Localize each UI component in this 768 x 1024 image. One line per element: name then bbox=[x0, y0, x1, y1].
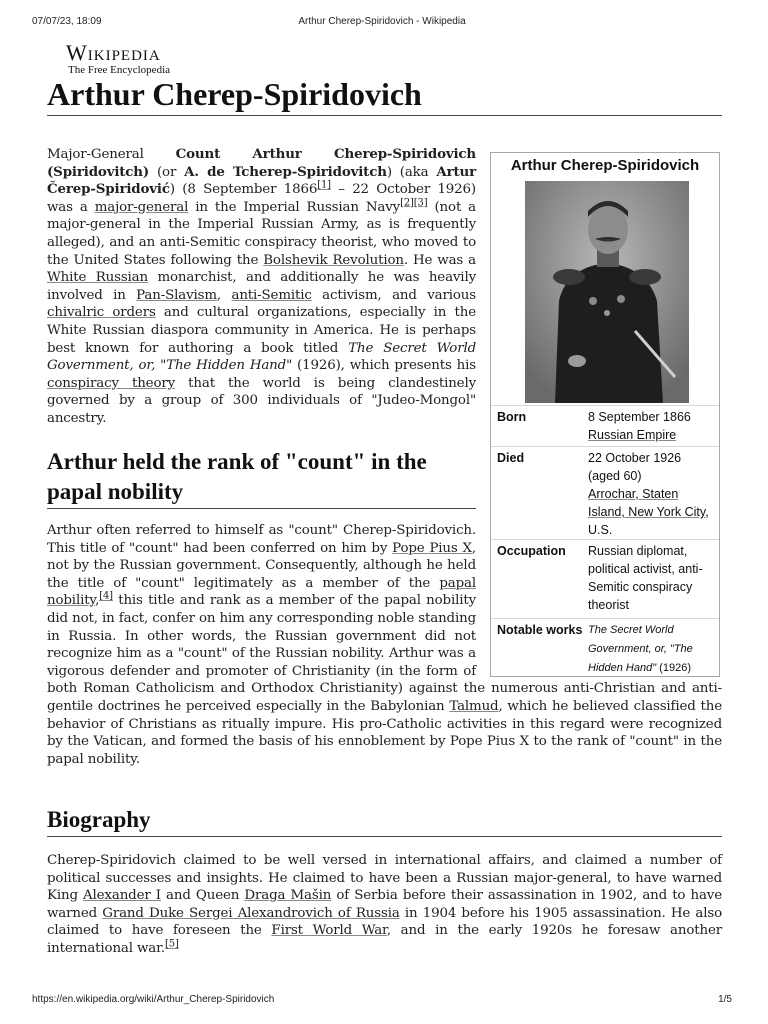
link-white-russian[interactable]: White Russian bbox=[47, 270, 148, 286]
link-chivalric-orders[interactable]: chivalric orders bbox=[47, 305, 156, 321]
text: Arthur often referred to himself as "count" Cherep-Spiridovich. This title of "count" had been conferred on him by bbox=[47, 523, 476, 556]
biography-paragraph bbox=[47, 852, 722, 958]
text: and cultural organizations, especially in the White Russian diaspora community in America. He is perhaps best known for authoring a book titled bbox=[47, 305, 476, 356]
print-header bbox=[32, 16, 732, 30]
text: Cherep-Spiridovich claimed to be well versed in international affairs, and claimed a number of political successes and insights. He claimed to have been a Russian major-general, to have warned King bbox=[47, 853, 722, 904]
print-url: https://en.wikipedia.org/wiki/Arthur_Cherep-Spiridovich bbox=[32, 994, 275, 1005]
occupation-value: Russian diplomat, political activist, anti-Semitic conspiracy theorist bbox=[588, 544, 703, 612]
infobox bbox=[490, 152, 720, 677]
text: of Serbia before their assassination in 1902, and to have warned bbox=[47, 888, 722, 921]
text: (not a major-general in the Imperial Russian Army, as is frequently alleged), and an anti-Semitic conspiracy theorist, who moved to the United States following the bbox=[47, 199, 476, 268]
bold-name: Artur Čerep-Spiridović bbox=[47, 163, 477, 198]
link-talmud[interactable]: Talmud bbox=[449, 698, 499, 714]
link-papal-nobility[interactable]: papal nobility bbox=[47, 575, 476, 609]
wikipedia-logo[interactable] bbox=[66, 42, 170, 76]
link-pope-pius-x[interactable]: Pope Pius X bbox=[392, 540, 472, 556]
works-title: The Secret World Government, or, "The Hidden Hand" bbox=[588, 624, 693, 674]
born-value bbox=[588, 408, 716, 444]
text: this title and rank as a member of the papal nobility did not, in fact, confer on him any corresponding noble standing in Russia. In other words, the Russian government did not recognize him as a "count" of the Russian nobility. Arthur was a vigorous defender and promoter of Christianity (in the form of both Roman Catholicism and Orthodox Christianity) against the numerous anti-Christian and anti-gentile doctrines he perceived especially in the Babylonian bbox=[47, 593, 722, 714]
infobox-row-notable-works bbox=[491, 618, 719, 677]
link-draga-masin[interactable]: Draga Mašin bbox=[244, 888, 332, 904]
occupation-label: Occupation bbox=[497, 544, 566, 558]
reference-link[interactable]: [5] bbox=[165, 938, 179, 950]
link-major-general[interactable]: major-general bbox=[94, 199, 189, 215]
works-year: (1926) bbox=[656, 662, 691, 674]
text: and Queen bbox=[160, 888, 245, 904]
text: , not by the Russian government. Consequently, although he held the title of "count" legitimately as a member of the bbox=[47, 540, 477, 591]
section-heading-biography: Biography bbox=[47, 805, 722, 837]
link-pan-slavism[interactable]: Pan-Slavism bbox=[136, 287, 217, 303]
link-anti-semitic[interactable]: anti-Semitic bbox=[231, 287, 312, 303]
died-label: Died bbox=[497, 451, 525, 465]
notable-works-value bbox=[588, 621, 716, 678]
reference-link[interactable]: [1] bbox=[317, 179, 331, 191]
text: , bbox=[95, 593, 100, 609]
print-page-title: Arthur Cherep-Spiridovich - Wikipedia bbox=[298, 16, 466, 27]
portrait-image bbox=[525, 181, 689, 403]
text: (1926), which presents his bbox=[292, 358, 476, 374]
link-russian-empire[interactable]: Russian Empire bbox=[588, 428, 677, 442]
link-bolshevik-revolution[interactable]: Bolshevik Revolution bbox=[263, 252, 404, 268]
logo-tagline: The Free Encyclopedia bbox=[68, 64, 171, 76]
print-page-number: 1/5 bbox=[718, 994, 732, 1005]
text: – 22 October 1926) was a bbox=[47, 182, 476, 215]
died-age: (aged 60) bbox=[588, 469, 642, 483]
text: , and in the early 1920s he foresaw another international war. bbox=[47, 923, 722, 956]
page-title: Arthur Cherep-Spiridovich bbox=[47, 74, 722, 116]
died-value bbox=[588, 449, 716, 539]
reference-link[interactable]: [4] bbox=[99, 590, 113, 602]
text: in the Imperial Russian Navy bbox=[188, 199, 401, 215]
bold-name: A. de Tcherep-Spiridovitch bbox=[184, 163, 387, 180]
text: in 1904 before his 1905 assassination. He also claimed to have foreseen the bbox=[47, 905, 722, 939]
text: activism, and various bbox=[311, 287, 477, 303]
text: Major-General bbox=[47, 147, 176, 162]
died-country: , U.S. bbox=[588, 505, 709, 537]
portrait-photo[interactable] bbox=[525, 181, 689, 403]
book-title: The Secret World Government, or, "The Hidden Hand" bbox=[47, 340, 476, 374]
infobox-row-born bbox=[491, 405, 719, 446]
link-first-world-war[interactable]: First World War bbox=[271, 923, 387, 939]
logo-wordmark: Wikipedia bbox=[66, 40, 161, 65]
link-conspiracy-theory[interactable]: conspiracy theory bbox=[47, 375, 176, 391]
link-grand-duke-sergei[interactable]: Grand Duke Sergei Alexandrovich of Russia bbox=[102, 905, 400, 921]
text: . He was a bbox=[403, 252, 476, 268]
text: (or bbox=[149, 164, 185, 180]
link-alexander-i[interactable]: Alexander I bbox=[83, 888, 161, 904]
text: that the world is being clandestinely governed by a group of 300 individuals of "Judeo-Mongol" ancestry. bbox=[47, 375, 476, 426]
born-label: Born bbox=[497, 410, 527, 424]
text: ) (8 September 1866 bbox=[169, 182, 318, 198]
bold-name: Count Arthur Cherep-Spiridovich (Spiridovitch) bbox=[47, 146, 477, 180]
print-datetime: 07/07/23, 18:09 bbox=[32, 16, 102, 27]
text: ) (aka bbox=[386, 164, 437, 180]
text: , which he believed classified the behavior of Christians as ritually impure. His pro-Catholic activities in this regard were recognized by the Vatican, and formed the basis of his ennoblement by Pope Pius X to the rank of "count" in the papal nobility. bbox=[47, 698, 722, 767]
text: , bbox=[216, 287, 232, 303]
reference-link[interactable]: [2][3] bbox=[400, 197, 428, 209]
born-date: 8 September 1866 bbox=[588, 410, 691, 424]
section-heading-count: Arthur held the rank of "count" in the papal nobility bbox=[47, 447, 476, 509]
link-arrochar-staten-island[interactable]: Arrochar, Staten Island, New York City bbox=[588, 487, 706, 519]
died-date: 22 October 1926 bbox=[588, 451, 682, 465]
print-footer bbox=[32, 994, 732, 1008]
infobox-row-occupation bbox=[491, 539, 719, 618]
infobox-row-died bbox=[491, 446, 719, 539]
intro-paragraph bbox=[47, 146, 476, 428]
infobox-title: Arthur Cherep-Spiridovich bbox=[510, 157, 700, 174]
text: monarchist, and additionally he was heavily involved in bbox=[47, 270, 476, 303]
notable-works-label: Notable works bbox=[497, 623, 583, 637]
